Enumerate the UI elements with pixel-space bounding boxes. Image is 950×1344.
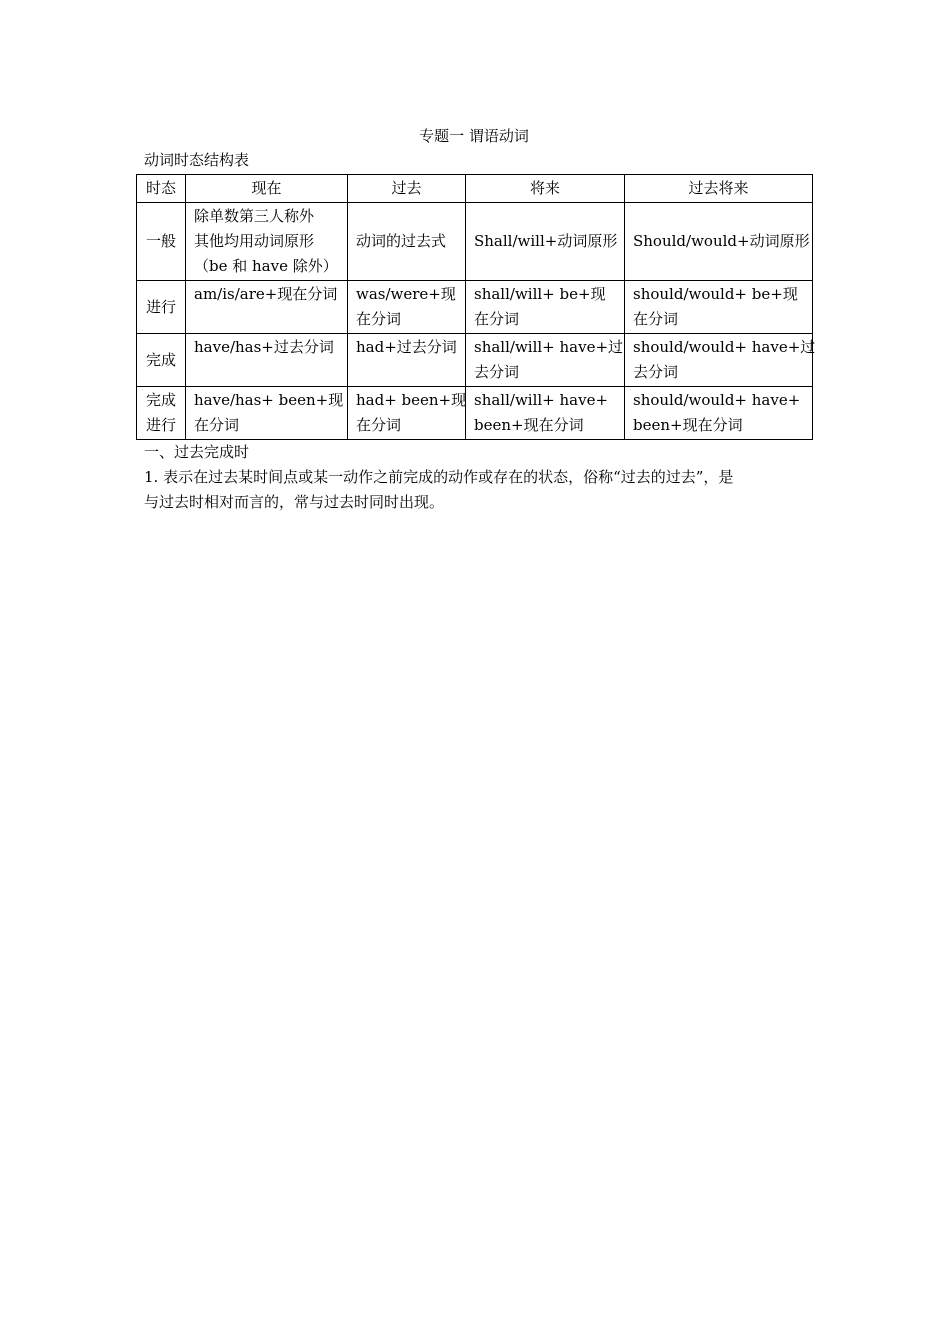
cell-line: shall/will+ have+: [474, 391, 609, 409]
cell-line: had+过去分词: [356, 338, 457, 356]
header-cell-present: 现在: [186, 175, 348, 203]
cell-perfect-progressive-past-future: [625, 387, 813, 440]
cell-line: 除单数第三人称外: [194, 207, 315, 225]
row-head-progressive: 进行: [137, 281, 186, 334]
cell-line: （be 和 have 除外）: [194, 257, 338, 275]
cell-simple-past-future: [625, 203, 813, 281]
cell-line: 其他均用动词原形: [194, 232, 315, 250]
cell-progressive-future: [466, 281, 625, 334]
cell-line: 在分词: [356, 310, 402, 328]
cell-line: was/were+现: [356, 285, 456, 303]
document-page: [136, 124, 816, 515]
cell-progressive-past-future: [625, 281, 813, 334]
cell-perfect-progressive-future: [466, 387, 625, 440]
cell-line: 在分词: [356, 416, 402, 434]
cell-line: have/has+过去分词: [194, 338, 334, 356]
cell-line: 在分词: [633, 310, 679, 328]
cell-progressive-present: [186, 281, 348, 334]
cell-line: 完成: [145, 391, 176, 409]
cell-perfect-progressive-past: [348, 387, 466, 440]
table-caption: 动词时态结构表: [144, 151, 250, 169]
paragraph: [144, 465, 812, 515]
cell-simple-present: [186, 203, 348, 281]
table-header-row: [137, 175, 813, 203]
cell-perfect-present: [186, 334, 348, 387]
cell-line: should/would+ be+现: [633, 285, 798, 303]
section-heading: 一、过去完成时: [144, 443, 250, 461]
cell-line: should/would+ have+过: [633, 338, 816, 356]
paragraph-line: 1. 表示在过去某时间点或某一动作之前完成的动作或存在的状态，俗称“过去的过去”，是: [144, 468, 734, 486]
header-cell-past: 过去: [348, 175, 466, 203]
cell-line: had+ been+现: [356, 391, 467, 409]
table-row: [137, 203, 813, 281]
cell-simple-future: [466, 203, 625, 281]
row-head-perfect: 完成: [137, 334, 186, 387]
row-head-simple: 一般: [137, 203, 186, 281]
cell-progressive-past: [348, 281, 466, 334]
cell-line: been+现在分词: [474, 416, 584, 434]
cell-perfect-progressive-present: [186, 387, 348, 440]
cell-line: Should/would+动词原形: [633, 232, 810, 250]
cell-simple-past: [348, 203, 466, 281]
cell-line: 去分词: [633, 363, 679, 381]
cell-line: 在分词: [194, 416, 240, 434]
cell-line: should/would+ have+: [633, 391, 801, 409]
table-row: [137, 281, 813, 334]
table-row: [137, 334, 813, 387]
cell-line: 动词的过去式: [356, 232, 447, 250]
tense-structure-table: [136, 174, 816, 440]
paragraph-line: 与过去时相对而言的，常与过去时同时出现。: [144, 493, 445, 511]
header-cell-future: 将来: [466, 175, 625, 203]
cell-perfect-past-future: [625, 334, 816, 387]
cell-line: have/has+ been+现: [194, 391, 344, 409]
cell-line: been+现在分词: [633, 416, 743, 434]
cell-line: Shall/will+动词原形: [474, 232, 618, 250]
cell-line: 去分词: [474, 363, 520, 381]
document-title: 专题一 谓语动词: [419, 127, 529, 145]
cell-perfect-future: [466, 334, 625, 387]
cell-perfect-past: [348, 334, 466, 387]
header-cell-past-future: 过去将来: [625, 175, 813, 203]
cell-line: 进行: [145, 416, 176, 434]
cell-line: 在分词: [474, 310, 520, 328]
cell-line: am/is/are+现在分词: [194, 285, 338, 303]
cell-line: shall/will+ have+过: [474, 338, 624, 356]
row-head-perfect-progressive: [137, 387, 186, 440]
cell-line: shall/will+ be+现: [474, 285, 606, 303]
table-row: [137, 387, 813, 440]
header-cell-tense: 时态: [137, 175, 186, 203]
